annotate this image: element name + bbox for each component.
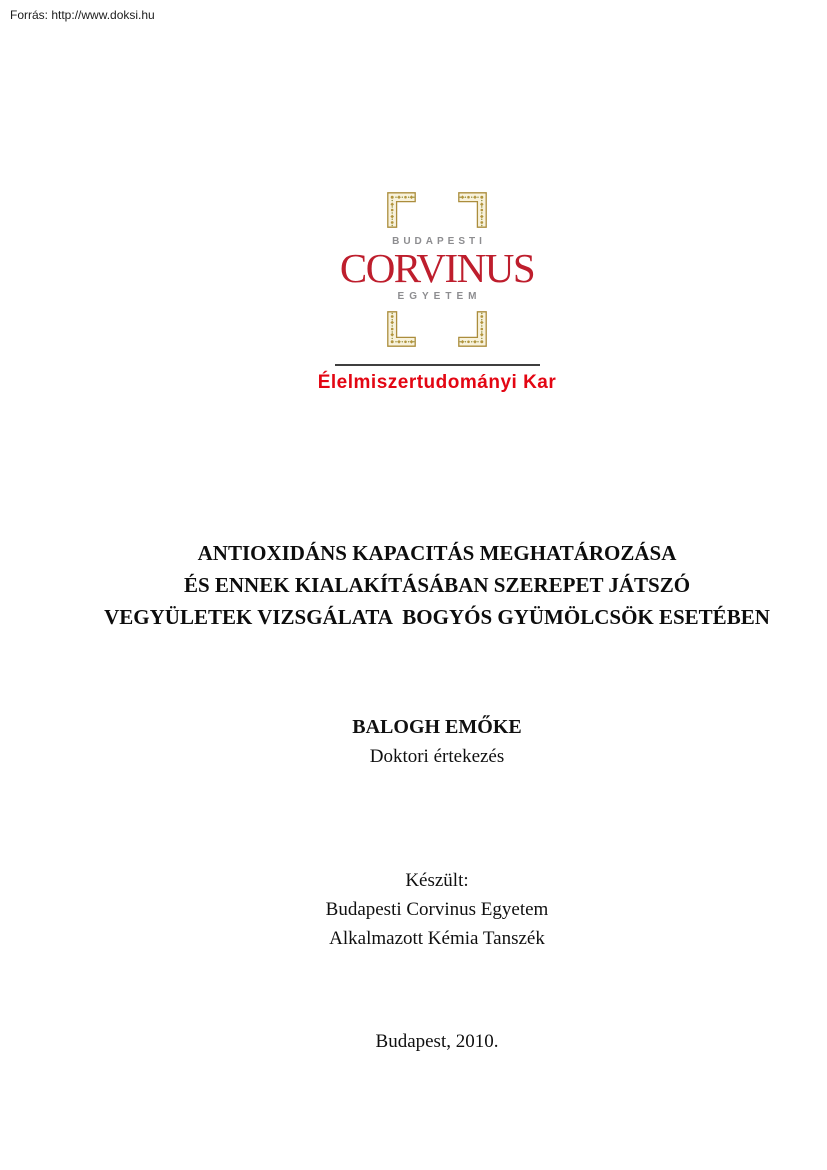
corner-ornament-icon [387, 192, 416, 228]
made-at-department: Alkalmazott Kémia Tanszék [329, 928, 545, 949]
university-logo [47, 192, 827, 394]
scan-source-note: Forrás: http://www.doksi.hu [10, 8, 155, 22]
university-name-bottom: EGYETEM [397, 291, 482, 302]
title-line-3: VEGYÜLETEK VIZSGÁLATA BOGYÓS GYÜMÖLCSÖK ESETÉBEN [104, 605, 770, 629]
corner-ornament-icon [458, 311, 487, 347]
title-line-2: ÉS ENNEK KIALAKÍTÁSÁBAN SZEREPET JÁTSZÓ [183, 573, 691, 597]
logo-divider-rule [335, 364, 540, 366]
made-at-section [47, 866, 827, 953]
logo-top-ornaments [387, 192, 487, 228]
author-section [47, 712, 827, 772]
faculty-name: Élelmiszertudományi Kar [317, 372, 557, 393]
author-name: BALOGH EMŐKE [352, 716, 522, 738]
logo-bottom-ornaments [387, 311, 487, 347]
corner-ornament-icon [387, 311, 416, 347]
title-line-1: ANTIOXIDÁNS KAPACITÁS MEGHATÁROZÁSA [197, 541, 677, 565]
university-name-top: BUDAPESTI [392, 236, 486, 247]
corner-ornament-icon [458, 192, 487, 228]
made-at-label: Készült: [405, 870, 469, 891]
thesis-type: Doktori értekezés [369, 746, 505, 767]
made-at-institution: Budapesti Corvinus Egyetem [325, 899, 549, 920]
dissertation-title [47, 537, 827, 633]
place-and-date: Budapest, 2010. [375, 1031, 499, 1052]
university-name-main: CORVINUS [339, 245, 535, 291]
